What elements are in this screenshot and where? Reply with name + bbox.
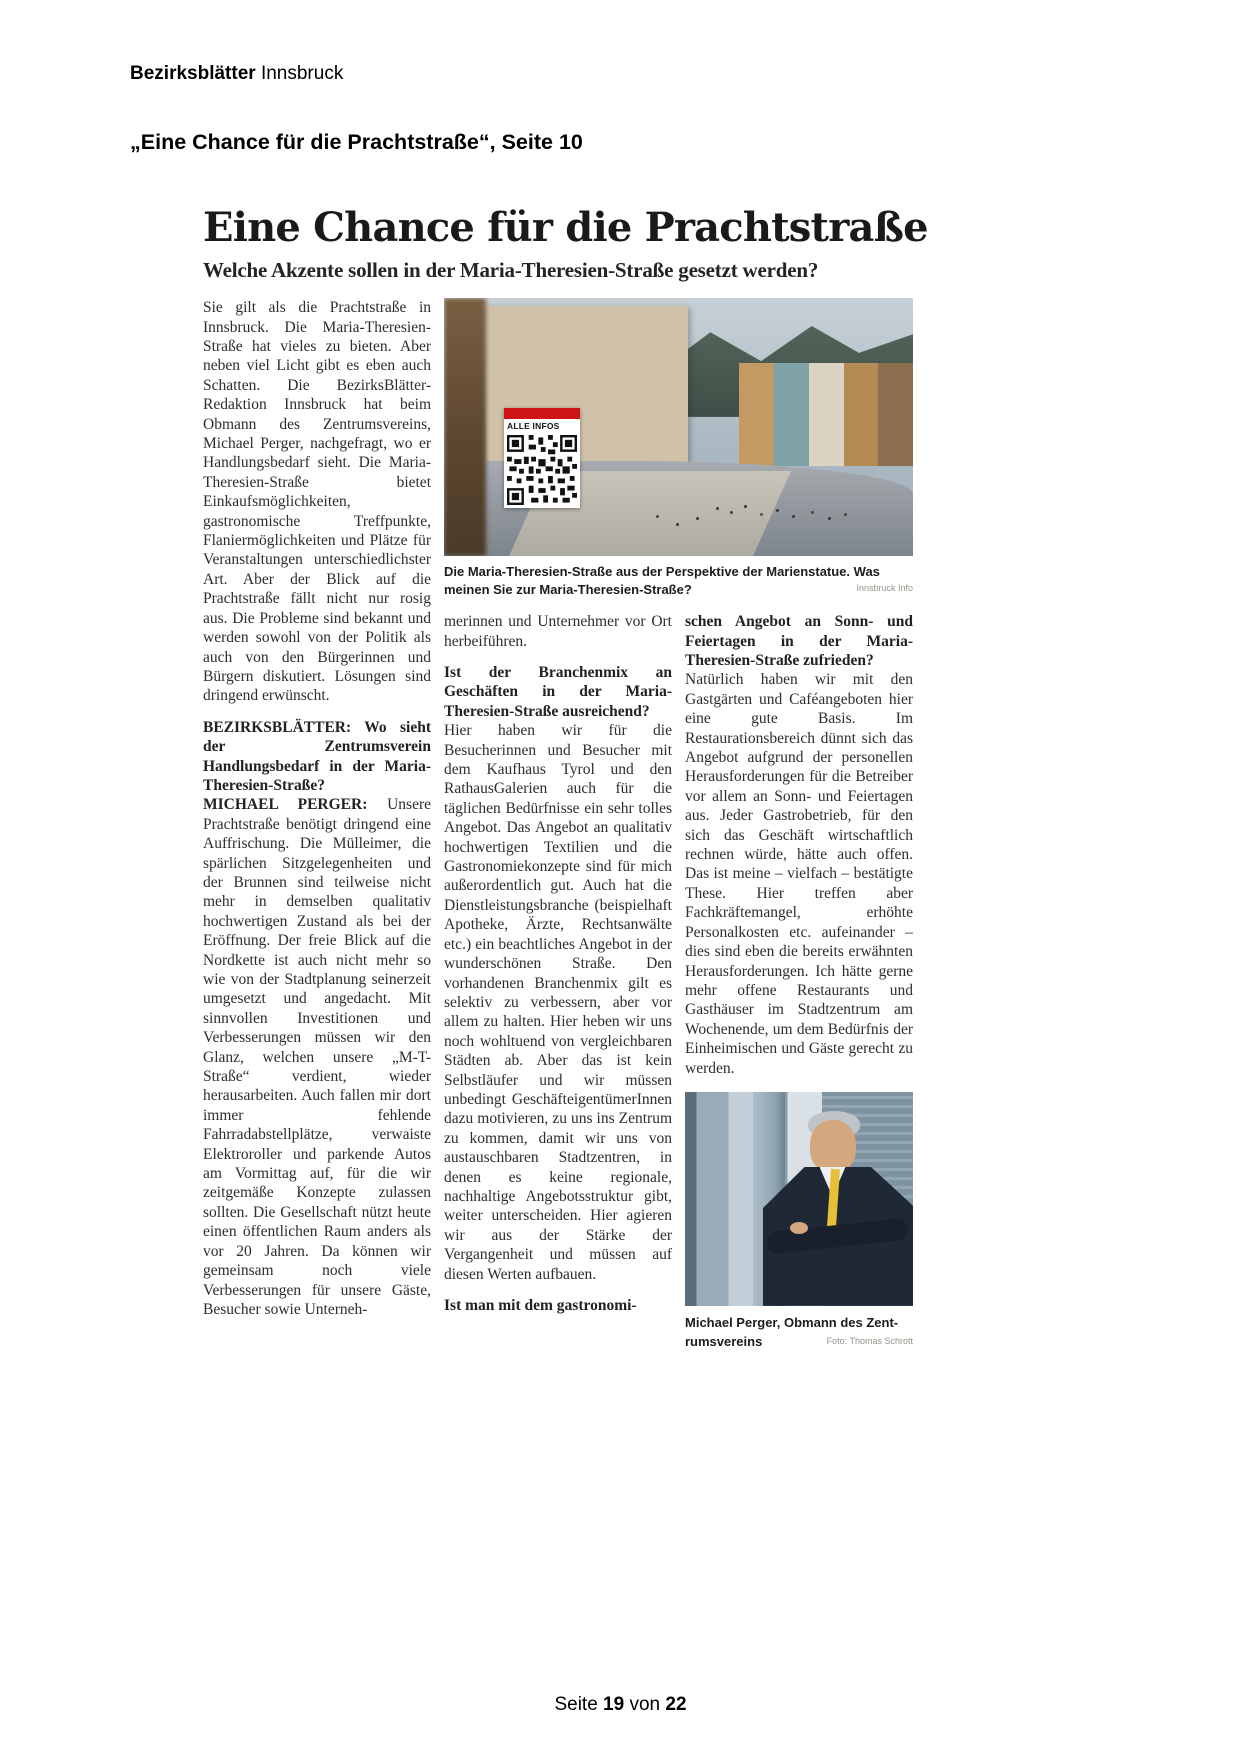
answer-1-continuation: merinnen und Unternehmer vor Ort herbeiführen. [444,613,672,650]
publication-brand [130,63,343,85]
speaker-name: MICHAEL PERGER: [203,796,368,814]
interview-question-3-start: Ist man mit dem gastronomi- [444,1297,637,1314]
portrait-caption-line-2: rumsvereins [685,1333,763,1349]
footer-total-pages: 22 [665,1694,687,1715]
page-footer [0,1694,1241,1716]
qr-overlay [504,408,580,508]
columns-2-3 [444,298,913,1351]
interview-answer-2: Hier haben wir für die Besucherinnen und Besucher mit dem Kaufhaus Tyrol und den RathausGalerien auch für die täglichen Bedürfnisse ein sehr tolles Angebot. Das Angebot an qualitativ hochwertigen Textilien und die Gastronomiekonzepte sind für mich außerordentlich gut. Auch hat die Dienstleistungsbranche (beispielhaft Apotheke, Ärzte, Rechtsanwälte etc.) ein beachtliches Angebot in der wunderschönen Straße. Den vorhandenen Branchenmix gilt es selektiv zu verbessern, aber vor allem zu halten. Hier heben wir uns noch wohltuend von vergleichbaren Städten ab. Aber das ist kein Selbstläufer und wir müssen unbedingt GeschäfteigentümerInnen dazu motivieren, zu uns ins Zentrum zu kommen, damit wir uns von austauschbaren Stadtzentren, in denen es keine regionale, nachhaltige Angebotsstruktur gibt, weiter unterscheiden. Hier agieren wir aus der Stärke der Vergangenheit und müssen auf diesen Werten aufbauen. [444,722,672,1283]
qr-code-icon [504,432,580,508]
document-title: „Eine Chance für die Prachtstraße“, Seite 10 [130,130,583,154]
portrait-face [810,1120,856,1172]
caption-line-1: Die Maria-Theresien-Straße aus der Perspektive der Marienstatue. Was [444,564,880,580]
interview-answer-1 [203,795,431,1319]
marienstatue-silhouette [444,298,486,556]
interview-question-1: BEZIRKSBLÄTTER: Wo sieht der Zentrumsverein Handlungsbedarf in der Maria-Theresien-Straße? [203,718,431,794]
qr-label: ALLE INFOS [504,419,580,432]
interview-question-2: Ist der Branchenmix an Geschäften in der Maria-Theresien-Straße ausreichend? [444,664,672,720]
old-town-buildings [739,363,913,466]
street-photo-credit: Innsbruck Info [856,583,913,594]
lead-paragraph: Sie gilt als die Prachtstraße in Innsbruck. Die Maria-Theresien-Straße hat vieles zu bieten. Aber neben viel Licht gibt es eben auch Schatten. Die BezirksBlätter-Redaktion Innsbruck hat beim Obmann des Zentrumsvereins, Michael Perger, nachgefragt, wo er Handlungsbedarf sieht. Die Maria-Theresien-Straße bietet Einkaufsmöglichkeiten, gastronomische Treffpunkte, Flaniermöglichkeiten und Plätze für Veranstaltungen unterschiedlichster Art. Aber der Blick auf die Prachtstraße fällt nicht nur rosig aus. Die Probleme sind bekannt und werden sowohl von der Politik als auch von den Bürgerinnen und Bürgern diskutiert. Lösungen sind dringend erwünscht. [203,299,431,705]
interview-answer-3: Natürlich haben wir mit den Gastgärten und Caféangeboten hier eine gute Basis. Im Restaurationsbereich dünnt sich das Angebot aufgrund der personellen Herausforderungen für die Betreiber vor allem an Sonn- und Feiertagen aus. Jeder Gastrobetrieb, für den sich das Geschäft wirtschaftlich rechnen würde, hätte auch offen. Das ist meine – vielfach – bestätigte These. Hier treffen aber Fachkräftemangel, erhöhte Personalkosten etc. aufeinander – dies sind eben die bereits erwähnten Herausforderungen. Ich hätte gerne mehr offene Restaurants und Gasthäuser im Stadtzentrum am Wochenende, um dem Bedürfnis der Einheimischen und Gäste gerecht zu werden. [685,671,913,1077]
caption-line-2: meinen Sie zur Maria-Theresien-Straße? [444,582,692,598]
article-clipping [203,204,928,1351]
answer-1-text: Unsere Prachtstraße benötigt dringend eine Auffrischung. Die Mülleimer, die spärlichen Sitzgelegenheiten und der Brunnen sind teilweise nicht mehr in demselben qualitativ hochwertigen Zustand als bei der Eröffnung. Der freie Blick auf die Nordkette ist auch nicht mehr so wie von der Stadtplanung seinerzeit umgesetzt und angedacht. Mit sinnvollen Investitionen und Verbesserungen müssen wir den Glanz, welchen unsere „M-T-Straße“ verdient, wieder herausarbeiten. Auch fallen mir dort immer fehlende Fahrradabstellplätze, verwaiste Elektroroller und parkende Autos am Vormittag auf, für die wir zeitgemäße Konzepte zulassen sollten. Die Gesellschaft nützt heute einen öffentlichen Raum anders als vor 20 Jahren. Da können wir gemeinsam noch viele Verbesserungen für unsere Gäste, Besucher sowie Unterneh- [203,796,431,1318]
interview-question-3-end: schen Angebot an Sonn- und Feiertagen in der Maria-Theresien-Straße zufrieden? [685,613,913,669]
footer-seite-label: Seite [554,1694,598,1715]
street-photo-caption [444,563,913,599]
portrait-photo-credit: Foto: Thomas Schrott [826,1335,913,1346]
article-headline: Eine Chance für die Prachtstraße [203,204,928,251]
portrait-caption [685,1314,913,1351]
column-2 [444,612,672,1351]
footer-current-page: 19 [603,1694,625,1715]
qr-red-bar [504,408,580,419]
column-1 [203,298,431,1351]
brand-bold: Bezirksblätter [130,63,256,84]
footer-von-label: von [629,1694,661,1715]
street-photo [444,298,913,556]
portrait-photo [685,1092,913,1306]
portrait-caption-line-1: Michael Perger, Obmann des Zent- [685,1314,899,1330]
pedestrians [716,507,719,510]
brand-regular: Innsbruck [260,63,344,84]
article-subtitle: Welche Akzente sollen in der Maria-Theresien-Straße gesetzt werden? [203,258,819,283]
column-3 [685,612,913,1351]
